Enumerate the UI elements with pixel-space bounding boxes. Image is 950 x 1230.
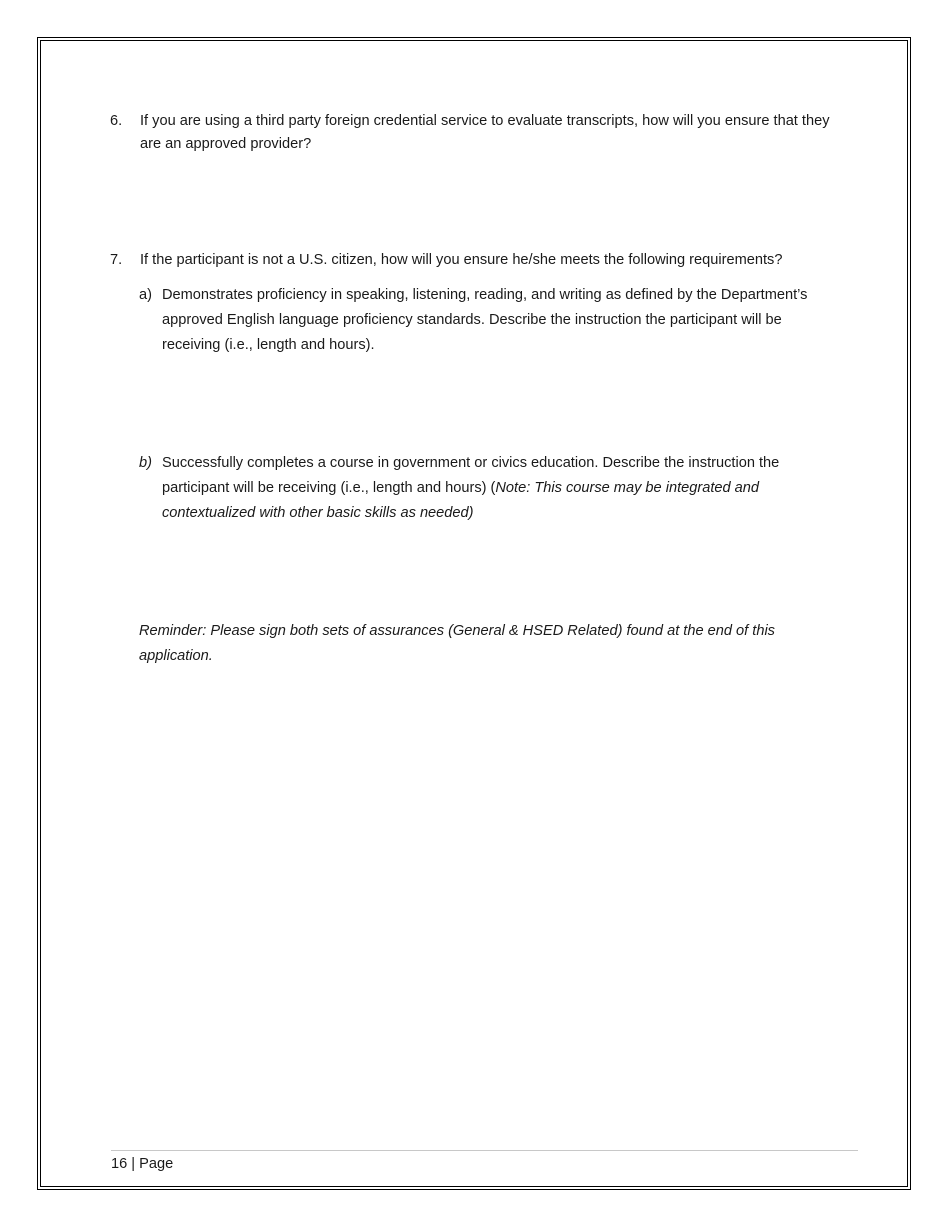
footer-separator: | bbox=[131, 1156, 136, 1172]
page-footer bbox=[111, 1154, 173, 1174]
question-7-text: If the participant is not a U.S. citizen, how will you ensure he/she meets the following requirements? bbox=[140, 252, 783, 268]
question-7-item-a bbox=[139, 283, 839, 358]
question-7 bbox=[110, 249, 850, 272]
question-7-item-b-letter: b) bbox=[139, 455, 152, 471]
question-6-text: If you are using a third party foreign credential service to evaluate transcripts, how will you ensure that they are an approved provider? bbox=[140, 113, 830, 152]
question-7-item-a-text: Demonstrates proficiency in speaking, listening, reading, and writing as defined by the Department’s approved English language proficiency standards. Describe the instruction the participant will be receiving (i.e., length and hours). bbox=[162, 287, 808, 353]
page-number: 16 bbox=[111, 1156, 128, 1172]
question-6 bbox=[110, 110, 850, 156]
question-7-item-a-letter: a) bbox=[139, 287, 152, 303]
page-label: Page bbox=[139, 1156, 174, 1172]
footer-divider bbox=[111, 1150, 858, 1151]
question-7-number: 7. bbox=[110, 252, 123, 268]
reminder-note: Reminder: Please sign both sets of assurances (General & HSED Related) found at the end of this application. bbox=[139, 623, 775, 664]
question-7-item-b bbox=[139, 451, 839, 526]
question-6-number: 6. bbox=[110, 113, 123, 129]
question-7-item-b-body bbox=[162, 451, 839, 526]
question-7-item-b-text: Successfully completes a course in government or civics education. Describe the instruction the participant will be receiving (i.e., length and hours) ( bbox=[162, 455, 780, 496]
question-7-item-b-note: Note: This course may be integrated and contextualized with other basic skills as needed) bbox=[162, 480, 760, 521]
